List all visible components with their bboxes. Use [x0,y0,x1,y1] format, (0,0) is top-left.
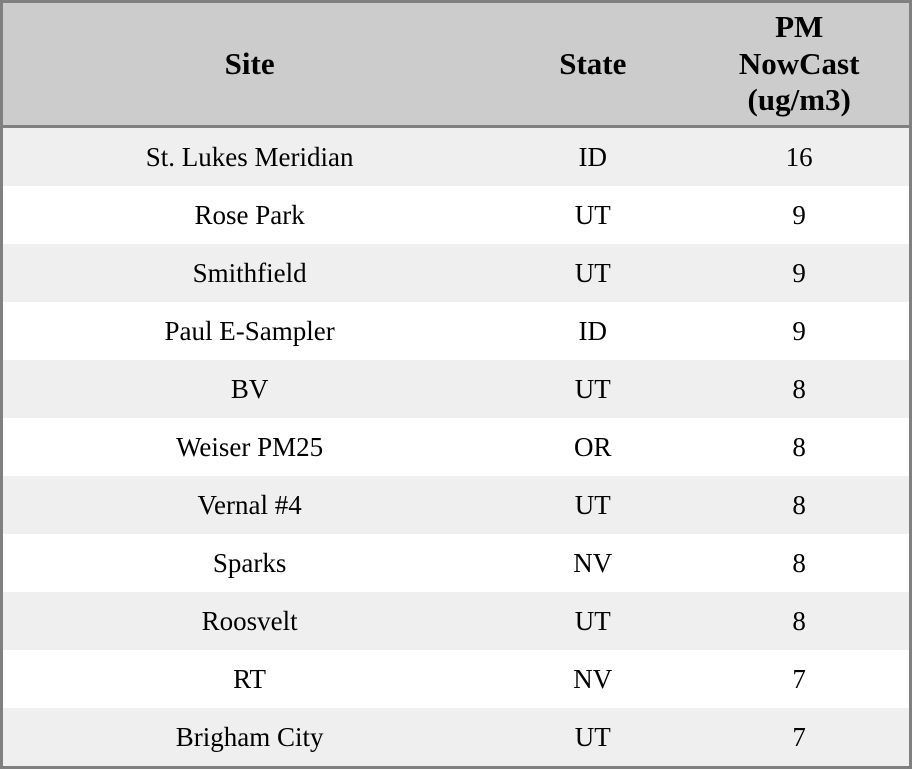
column-header-pm-nowcast [689,3,909,126]
cell-pm-nowcast: 7 [689,650,909,708]
table-header-row [3,3,909,126]
table-row [3,126,909,186]
cell-pm-nowcast: 8 [689,534,909,592]
cell-state: NV [496,650,689,708]
cell-pm-nowcast: 8 [689,360,909,418]
pm-nowcast-table [3,3,909,766]
column-header-pm-nowcast-line-1: PM [775,9,824,44]
table-row [3,418,909,476]
cell-pm-nowcast: 9 [689,186,909,244]
cell-pm-nowcast: 9 [689,302,909,360]
table-body [3,126,909,766]
cell-site: Brigham City [3,708,496,766]
cell-site: RT [3,650,496,708]
table-row [3,708,909,766]
cell-site: Weiser PM25 [3,418,496,476]
cell-state: ID [496,302,689,360]
cell-site: Roosvelt [3,592,496,650]
column-header-pm-nowcast-line-3: (ug/m3) [747,82,851,118]
cell-site: BV [3,360,496,418]
cell-state: UT [496,592,689,650]
cell-state: UT [496,244,689,302]
table-row [3,244,909,302]
cell-site: St. Lukes Meridian [3,126,496,186]
cell-site: Rose Park [3,186,496,244]
column-header-site-line-1: Site [224,45,275,81]
cell-pm-nowcast: 8 [689,418,909,476]
table-row [3,592,909,650]
column-header-site [3,3,496,126]
cell-state: UT [496,360,689,418]
table-header [3,3,909,126]
table-row [3,650,909,708]
cell-site: Paul E-Sampler [3,302,496,360]
cell-pm-nowcast: 8 [689,592,909,650]
cell-pm-nowcast: 8 [689,476,909,534]
column-header-state-line-1: State [559,45,627,81]
table-row [3,302,909,360]
cell-state: UT [496,708,689,766]
cell-state: OR [496,418,689,476]
cell-pm-nowcast: 9 [689,244,909,302]
cell-site: Smithfield [3,244,496,302]
cell-site: Sparks [3,534,496,592]
cell-state: ID [496,126,689,186]
column-header-pm-nowcast-line-2: NowCast [738,45,860,81]
table-row [3,534,909,592]
table-row [3,360,909,418]
cell-site: Vernal #4 [3,476,496,534]
cell-state: NV [496,534,689,592]
cell-pm-nowcast: 16 [689,126,909,186]
cell-state: UT [496,186,689,244]
cell-pm-nowcast: 7 [689,708,909,766]
table-row [3,186,909,244]
column-header-state [496,3,689,126]
table-row [3,476,909,534]
cell-state: UT [496,476,689,534]
